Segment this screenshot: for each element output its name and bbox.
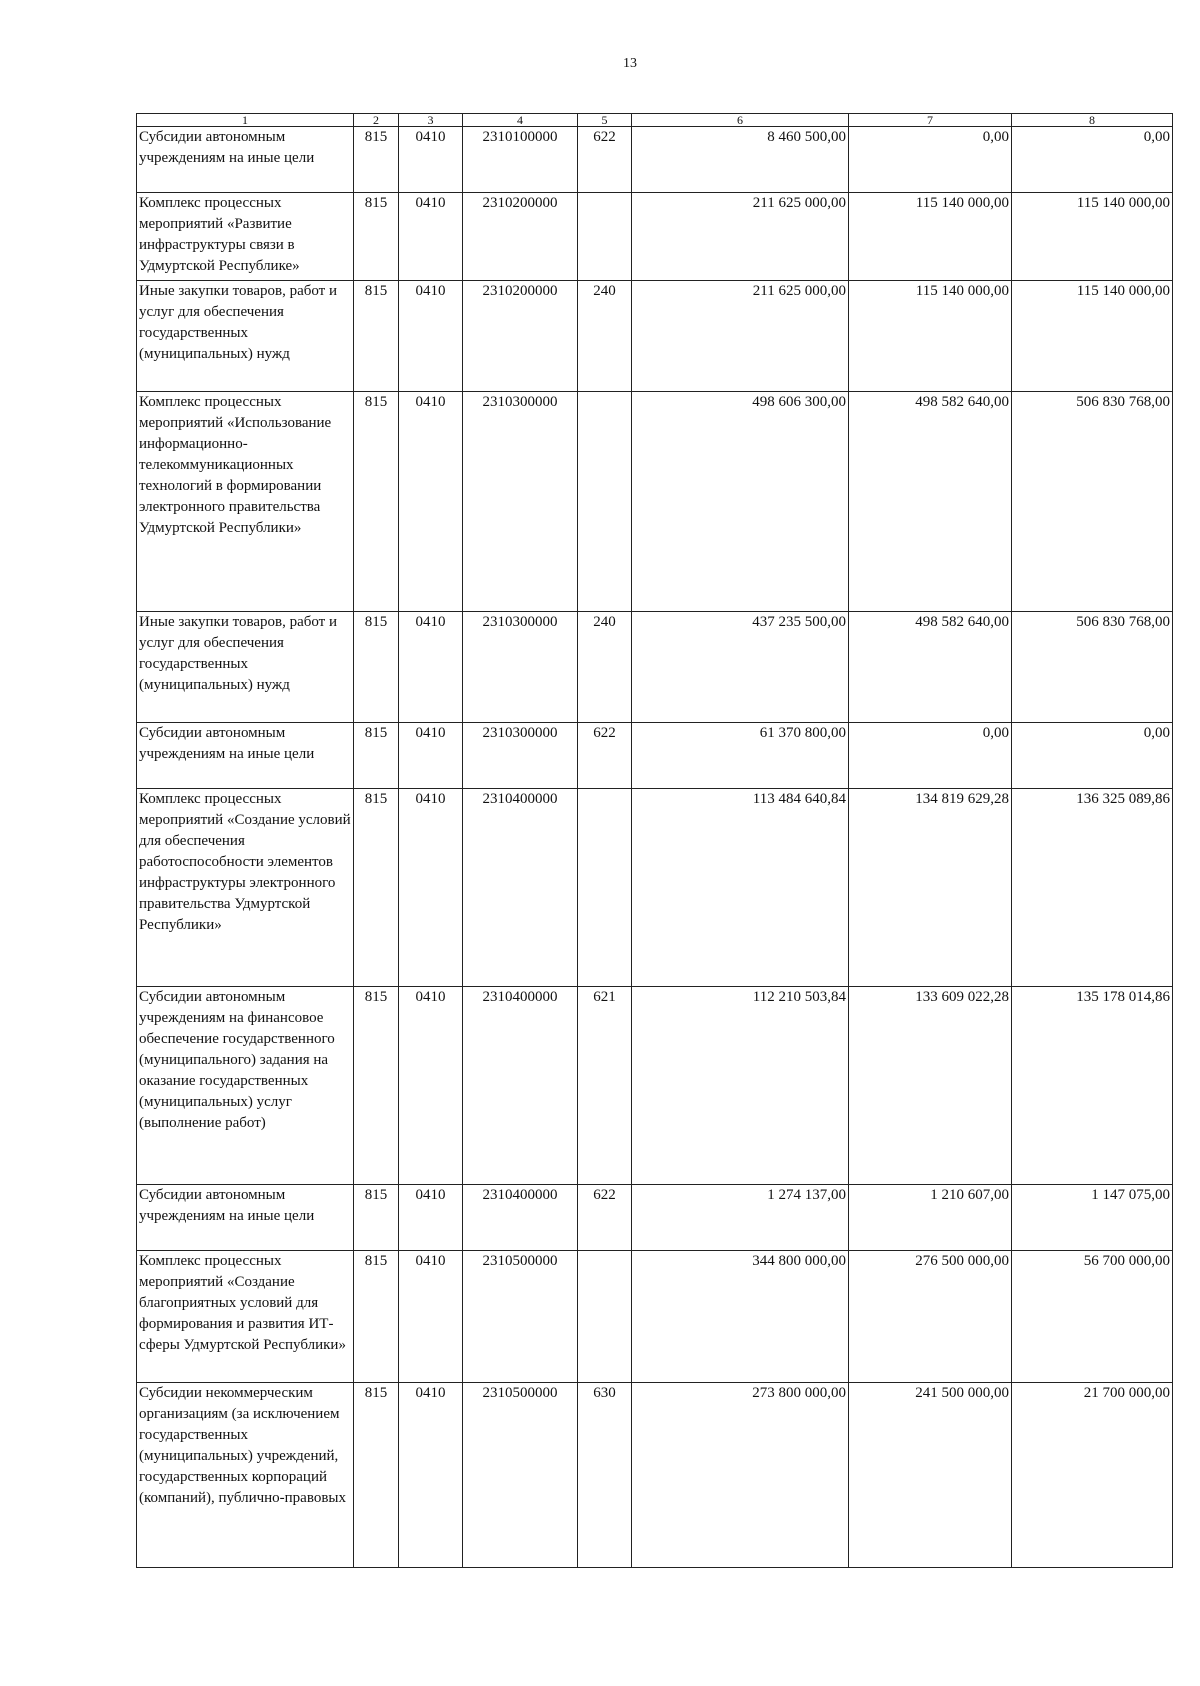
table-row — [137, 723, 1173, 789]
amount-col7: 241 500 000,00 — [849, 1383, 1012, 1568]
row-name: Иные закупки товаров, работ и услуг для обеспечения государственных (муниципальных) нужд — [137, 612, 354, 723]
row-name: Субсидии автономным учреждениям на иные цели — [137, 723, 354, 789]
amount-col8: 136 325 089,86 — [1012, 789, 1173, 987]
amount-col6: 61 370 800,00 — [632, 723, 849, 789]
code-target: 2310200000 — [463, 193, 578, 281]
code-expense-type: 630 — [578, 1383, 632, 1568]
code-section: 0410 — [399, 1383, 463, 1568]
amount-col8: 506 830 768,00 — [1012, 612, 1173, 723]
column-number: 1 — [137, 114, 354, 127]
code-section: 0410 — [399, 612, 463, 723]
row-name: Субсидии автономным учреждениям на финансовое обеспечение государственного (муниципального) задания на оказание государственных (муниципальных) услуг (выполнение работ) — [137, 987, 354, 1185]
code-target: 2310100000 — [463, 127, 578, 193]
amount-col7: 0,00 — [849, 127, 1012, 193]
amount-col7: 498 582 640,00 — [849, 612, 1012, 723]
row-name: Комплекс процессных мероприятий «Создание условий для обеспечения работоспособности элементов инфраструктуры электронного правительства Удмуртской Республики» — [137, 789, 354, 987]
code-chapter: 815 — [354, 723, 399, 789]
table-row — [137, 193, 1173, 281]
code-expense-type: 240 — [578, 612, 632, 723]
code-expense-type: 240 — [578, 281, 632, 392]
code-section: 0410 — [399, 1251, 463, 1383]
code-chapter: 815 — [354, 392, 399, 612]
code-target: 2310200000 — [463, 281, 578, 392]
code-chapter: 815 — [354, 281, 399, 392]
code-expense-type: 621 — [578, 987, 632, 1185]
budget-table — [136, 113, 1173, 1568]
row-name: Комплекс процессных мероприятий «Использование информационно-телекоммуникационных технологий в формировании электронного правительства Удмуртской Республики» — [137, 392, 354, 612]
page-number: 13 — [623, 56, 637, 71]
code-chapter: 815 — [354, 127, 399, 193]
code-target: 2310300000 — [463, 723, 578, 789]
amount-col7: 115 140 000,00 — [849, 281, 1012, 392]
code-target: 2310500000 — [463, 1251, 578, 1383]
amount-col7: 498 582 640,00 — [849, 392, 1012, 612]
code-section: 0410 — [399, 987, 463, 1185]
code-expense-type — [578, 392, 632, 612]
amount-col7: 0,00 — [849, 723, 1012, 789]
amount-col8: 1 147 075,00 — [1012, 1185, 1173, 1251]
amount-col8: 0,00 — [1012, 723, 1173, 789]
code-target: 2310400000 — [463, 987, 578, 1185]
table-row — [137, 127, 1173, 193]
amount-col8: 135 178 014,86 — [1012, 987, 1173, 1185]
amount-col8: 506 830 768,00 — [1012, 392, 1173, 612]
table-row — [137, 1383, 1173, 1568]
amount-col6: 437 235 500,00 — [632, 612, 849, 723]
code-expense-type: 622 — [578, 1185, 632, 1251]
code-section: 0410 — [399, 723, 463, 789]
code-chapter: 815 — [354, 1185, 399, 1251]
code-target: 2310400000 — [463, 789, 578, 987]
column-number: 6 — [632, 114, 849, 127]
code-chapter: 815 — [354, 1251, 399, 1383]
amount-col6: 344 800 000,00 — [632, 1251, 849, 1383]
amount-col8: 56 700 000,00 — [1012, 1251, 1173, 1383]
column-number: 8 — [1012, 114, 1173, 127]
amount-col8: 115 140 000,00 — [1012, 281, 1173, 392]
code-section: 0410 — [399, 281, 463, 392]
amount-col6: 498 606 300,00 — [632, 392, 849, 612]
code-target: 2310400000 — [463, 1185, 578, 1251]
amount-col8: 0,00 — [1012, 127, 1173, 193]
code-target: 2310500000 — [463, 1383, 578, 1568]
amount-col6: 1 274 137,00 — [632, 1185, 849, 1251]
column-number: 4 — [463, 114, 578, 127]
column-number: 2 — [354, 114, 399, 127]
code-target: 2310300000 — [463, 612, 578, 723]
amount-col7: 1 210 607,00 — [849, 1185, 1012, 1251]
row-name: Субсидии автономным учреждениям на иные цели — [137, 1185, 354, 1251]
code-section: 0410 — [399, 789, 463, 987]
code-chapter: 815 — [354, 987, 399, 1185]
table-row — [137, 612, 1173, 723]
row-name: Комплекс процессных мероприятий «Развитие инфраструктуры связи в Удмуртской Республике» — [137, 193, 354, 281]
table-row — [137, 987, 1173, 1185]
column-number: 3 — [399, 114, 463, 127]
row-name: Иные закупки товаров, работ и услуг для обеспечения государственных (муниципальных) нужд — [137, 281, 354, 392]
amount-col6: 273 800 000,00 — [632, 1383, 849, 1568]
row-name: Субсидии автономным учреждениям на иные цели — [137, 127, 354, 193]
amount-col6: 211 625 000,00 — [632, 193, 849, 281]
amount-col7: 133 609 022,28 — [849, 987, 1012, 1185]
row-name: Комплекс процессных мероприятий «Создание благоприятных условий для формирования и развития ИТ-сферы Удмуртской Республики» — [137, 1251, 354, 1383]
table-row — [137, 1185, 1173, 1251]
column-number: 5 — [578, 114, 632, 127]
amount-col6: 113 484 640,84 — [632, 789, 849, 987]
amount-col6: 8 460 500,00 — [632, 127, 849, 193]
amount-col7: 276 500 000,00 — [849, 1251, 1012, 1383]
amount-col6: 112 210 503,84 — [632, 987, 849, 1185]
code-expense-type — [578, 1251, 632, 1383]
code-section: 0410 — [399, 193, 463, 281]
code-chapter: 815 — [354, 612, 399, 723]
code-expense-type: 622 — [578, 723, 632, 789]
amount-col8: 21 700 000,00 — [1012, 1383, 1173, 1568]
code-section: 0410 — [399, 127, 463, 193]
code-expense-type: 622 — [578, 127, 632, 193]
amount-col6: 211 625 000,00 — [632, 281, 849, 392]
code-target: 2310300000 — [463, 392, 578, 612]
table-row — [137, 789, 1173, 987]
table-row — [137, 1251, 1173, 1383]
table-row — [137, 281, 1173, 392]
column-number: 7 — [849, 114, 1012, 127]
code-chapter: 815 — [354, 1383, 399, 1568]
code-chapter: 815 — [354, 789, 399, 987]
code-section: 0410 — [399, 1185, 463, 1251]
amount-col7: 115 140 000,00 — [849, 193, 1012, 281]
table-row — [137, 392, 1173, 612]
code-section: 0410 — [399, 392, 463, 612]
column-number-row — [137, 114, 1173, 127]
amount-col7: 134 819 629,28 — [849, 789, 1012, 987]
code-expense-type — [578, 789, 632, 987]
code-expense-type — [578, 193, 632, 281]
row-name: Субсидии некоммерческим организациям (за исключением государственных (муниципальных) учреждений, государственных корпораций (компаний), публично-правовых — [137, 1383, 354, 1568]
code-chapter: 815 — [354, 193, 399, 281]
amount-col8: 115 140 000,00 — [1012, 193, 1173, 281]
